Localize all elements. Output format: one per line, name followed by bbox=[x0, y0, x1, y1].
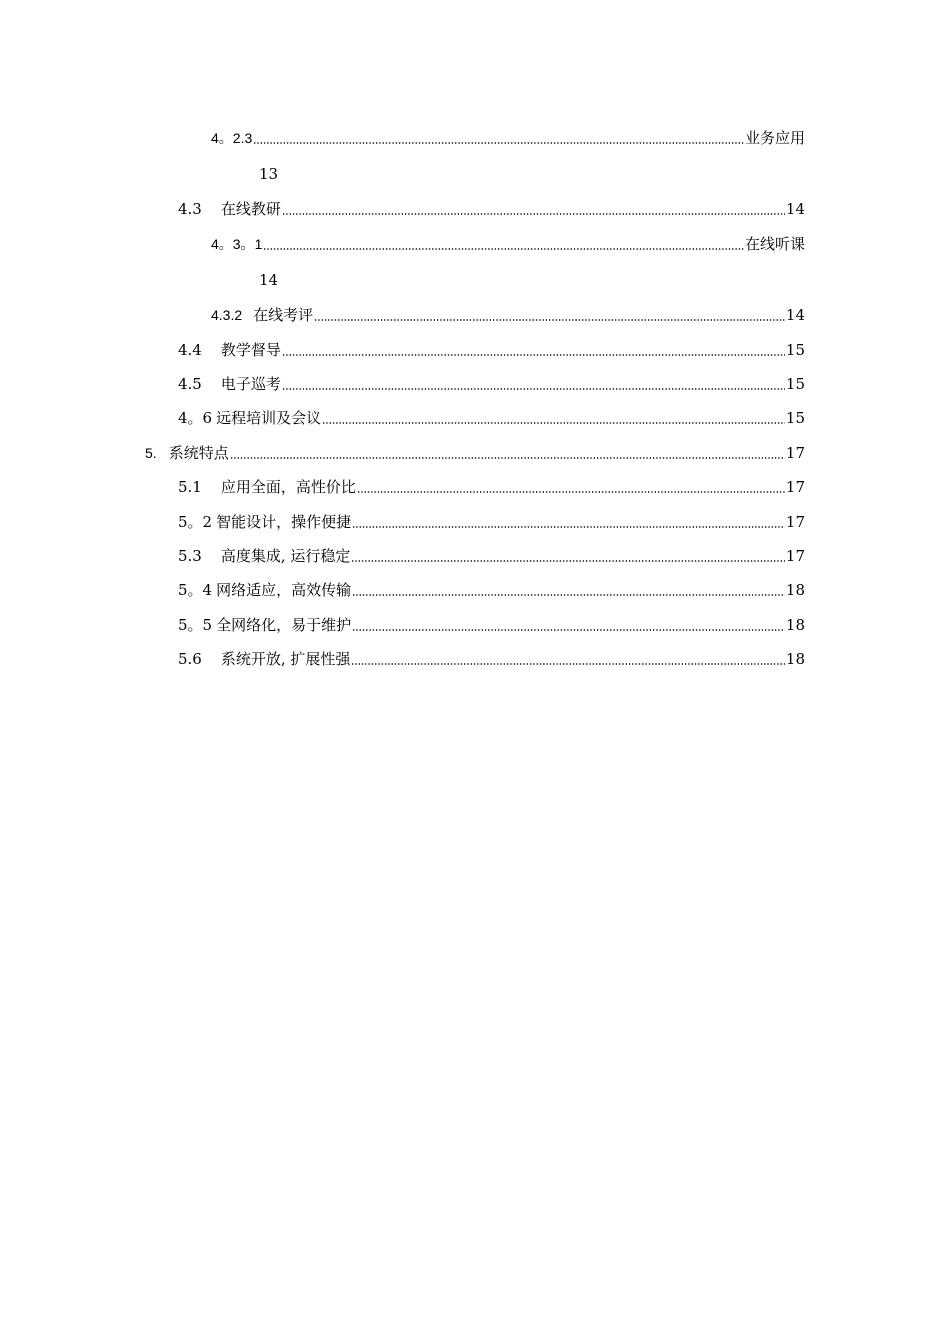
toc-entry-number: 5.6 bbox=[178, 650, 202, 668]
toc-entry-4-6[interactable] bbox=[178, 406, 805, 428]
toc-entry-title: 在线教研 bbox=[220, 200, 281, 218]
toc-entry-title: 远程培训及会议 bbox=[216, 409, 322, 427]
toc-entry-title: 网络适应，高效传输 bbox=[216, 581, 352, 599]
toc-dot-leader bbox=[352, 629, 785, 631]
toc-entry-5-1[interactable] bbox=[178, 475, 805, 497]
toc-dot-leader bbox=[282, 388, 785, 390]
toc-entry-page-number: 15 bbox=[785, 375, 805, 393]
toc-entry-number: 4.3 bbox=[178, 200, 202, 218]
toc-entry-title: 系统特点 bbox=[168, 444, 229, 462]
toc-dot-leader bbox=[322, 422, 785, 424]
toc-entry-title: 系统开放, 扩展性强 bbox=[220, 650, 351, 668]
toc-entry-number: 4.4 bbox=[178, 341, 202, 359]
toc-dot-leader bbox=[352, 594, 785, 596]
toc-entry-number: 5. bbox=[145, 445, 157, 461]
toc-entry-4-4[interactable] bbox=[178, 338, 805, 360]
toc-entry-title: 应用全面，高性价比 bbox=[220, 478, 356, 496]
toc-entry-number: 4。6 bbox=[178, 409, 213, 427]
toc-dot-leader bbox=[351, 663, 785, 665]
toc-dot-leader bbox=[230, 457, 785, 459]
toc-entry-title: 全网络化，易于维护 bbox=[216, 616, 352, 634]
toc-entry-5-5[interactable] bbox=[178, 613, 805, 635]
toc-dot-leader bbox=[314, 319, 785, 321]
toc-entry-5-3[interactable] bbox=[178, 544, 805, 566]
toc-dot-leader bbox=[357, 491, 785, 493]
toc-entry-page-number: 18 bbox=[785, 616, 805, 634]
toc-entry-page-number: 18 bbox=[785, 581, 805, 599]
toc-entry-number: 4。2.3 bbox=[211, 130, 253, 146]
toc-entry-4-3-2[interactable] bbox=[211, 303, 805, 325]
toc-entry-number: 5.3 bbox=[178, 547, 202, 565]
toc-entry-page-number: 17 bbox=[785, 478, 805, 496]
toc-entry-number: 4.3.2 bbox=[211, 307, 243, 323]
toc-entry-title: 在线考评 bbox=[253, 306, 314, 324]
toc-dot-leader bbox=[351, 560, 785, 562]
toc-entry-number: 5。2 bbox=[178, 513, 213, 531]
toc-entry-5-6[interactable] bbox=[178, 647, 805, 669]
toc-dot-leader bbox=[263, 248, 744, 250]
toc-dot-leader bbox=[282, 354, 785, 356]
toc-entry-number: 5.1 bbox=[178, 478, 202, 496]
toc-entry-page-number: 17 bbox=[785, 513, 805, 531]
toc-entry-page-number: 15 bbox=[785, 409, 805, 427]
toc-entry-4-5[interactable] bbox=[178, 372, 805, 394]
toc-entry-4-3[interactable] bbox=[178, 197, 805, 219]
toc-entry-page-number: 15 bbox=[785, 341, 805, 359]
toc-entry-title: 教学督导 bbox=[220, 341, 281, 359]
toc-entry-number: 5。5 bbox=[178, 616, 213, 634]
toc-entry-5-2[interactable] bbox=[178, 510, 805, 532]
toc-entry-page-number: 14 bbox=[259, 271, 279, 289]
toc-entry-page-number: 13 bbox=[259, 165, 279, 183]
toc-dot-leader bbox=[352, 526, 785, 528]
toc-entry-5-4[interactable] bbox=[178, 578, 805, 600]
toc-entry-number: 4。3。1 bbox=[211, 236, 263, 252]
toc-entry-number: 4.5 bbox=[178, 375, 202, 393]
toc-entry-page-text: 在线听课 bbox=[744, 235, 805, 253]
toc-entry-title: 电子巡考 bbox=[220, 375, 281, 393]
toc-entry-title: 高度集成, 运行稳定 bbox=[220, 547, 351, 565]
toc-dot-leader bbox=[253, 142, 744, 144]
toc-entry-number: 5。4 bbox=[178, 581, 213, 599]
toc-entry-page-number: 17 bbox=[785, 547, 805, 565]
toc-entry-page-text: 业务应用 bbox=[744, 129, 805, 147]
toc-entry-5[interactable] bbox=[145, 441, 805, 463]
toc-entry-4-3-1[interactable] bbox=[211, 232, 805, 254]
toc-entry-title: 智能设计，操作便捷 bbox=[216, 513, 352, 531]
toc-entry-page-number: 14 bbox=[785, 306, 805, 324]
toc-entry-page-number: 18 bbox=[785, 650, 805, 668]
toc-dot-leader bbox=[282, 213, 785, 215]
toc-entry-4-2-3[interactable] bbox=[211, 126, 805, 148]
toc-entry-page-number: 17 bbox=[785, 444, 805, 462]
toc-entry-page-number: 14 bbox=[785, 200, 805, 218]
